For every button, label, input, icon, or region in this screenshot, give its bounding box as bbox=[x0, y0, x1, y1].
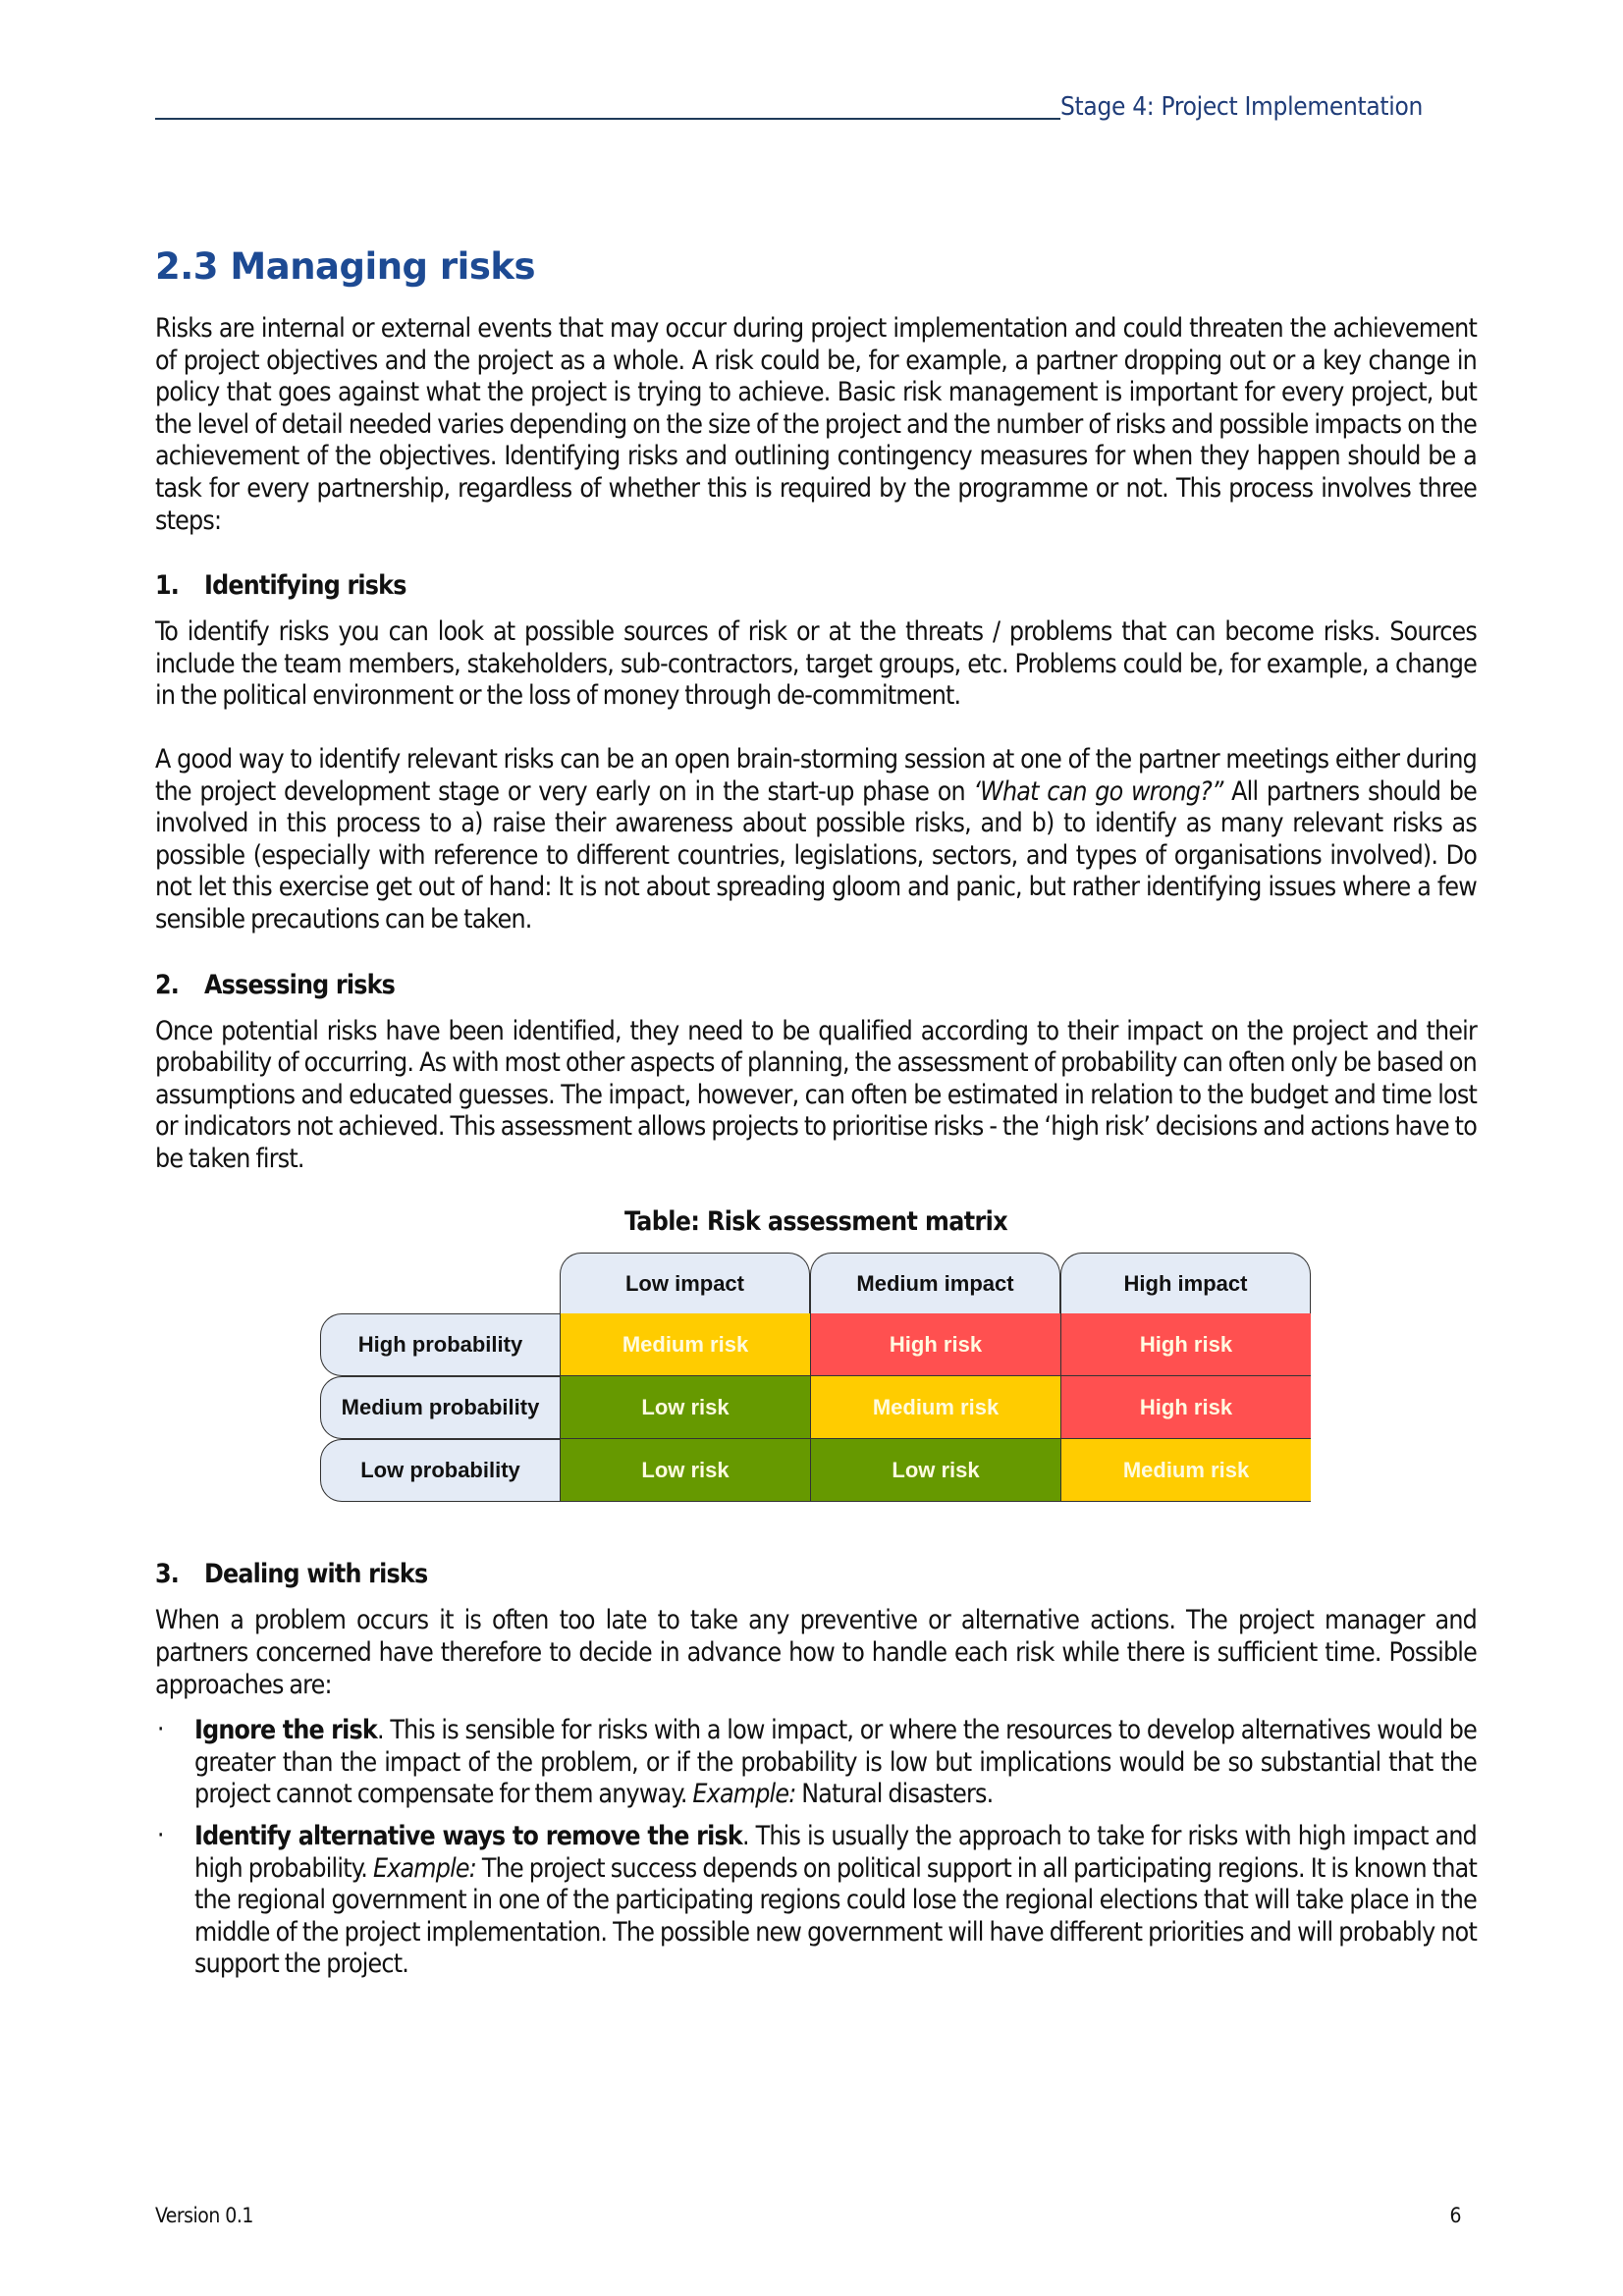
header-title: Stage 4: Project Implementation bbox=[1060, 92, 1424, 122]
list-item: · Ignore the risk. This is sensible for risks with a low impact, or where the resources to develop alternatives would be greater than the impact of the problem, or if the probability is low but implications would be so substantial that the project cannot compensate for them anyway. Example: Natural disasters. bbox=[157, 1715, 1477, 1810]
section-title: 2.3 Managing risks bbox=[155, 245, 535, 288]
column-header-low-impact: Low impact bbox=[560, 1253, 810, 1313]
step1-paragraph-2: A good way to identify relevant risks can be an open brain-storming session at one of the partner meetings either during the project development stage or very early on in the start-up phase on ‘What can go wrong?” All partners should be involved in this process to a) raise their awareness about possible risks, and b) to identify as many relevant risks as possible (especially with reference to different countries, legislations, sectors, and types of organisations involved). Do not let this exercise get out of hand: It is not about spreading gloom and panic, but rather identifying issues where a few sensible precautions can be taken. bbox=[155, 743, 1477, 934]
page-content bbox=[155, 245, 1477, 1991]
step-heading-1: 1. Identifying risks bbox=[155, 570, 406, 602]
header-rule bbox=[155, 118, 1060, 120]
matrix-cell: Low risk bbox=[560, 1439, 810, 1502]
step2-paragraph: Once potential risks have been identified, they need to be qualified according to their impact on the project and their probability of occurring. As with most other aspects of planning, the assessment of probability can often only be based on assumptions and educated guesses. The impact, however, can often be estimated in relation to the budget and time lost or indicators not achieved. This assessment allows projects to prioritise risks - the ‘high risk’ decisions and actions have to be taken first. bbox=[155, 1015, 1477, 1174]
version-label: Version 0.1 bbox=[155, 2204, 253, 2227]
step-heading-3: 3. Dealing with risks bbox=[155, 1559, 428, 1590]
column-header-high-impact: High impact bbox=[1060, 1253, 1311, 1313]
step-heading-2: 2. Assessing risks bbox=[155, 969, 396, 1000]
column-header-medium-impact: Medium impact bbox=[810, 1253, 1060, 1313]
row-header-low-probability: Low probability bbox=[320, 1439, 560, 1502]
page-footer bbox=[155, 2204, 1461, 2227]
matrix-cell: Medium risk bbox=[560, 1313, 810, 1376]
row-header-medium-probability: Medium probability bbox=[320, 1376, 560, 1439]
approaches-list bbox=[155, 1715, 1477, 1981]
intro-paragraph: Risks are internal or external events that may occur during project implementation and could threaten the achievement of project objectives and the project as a whole. A risk could be, for example, a partner dropping out or a key change in policy that goes against what the project is trying to achieve. Basic risk management is important for every project, but the level of detail needed varies depending on the size of the project and the number of risks and possible impacts on the achievement of the objectives. Identifying risks and outlining contingency measures for when they happen should be a task for every partnership, regardless of whether this is required by the programme or not. This process involves three steps: bbox=[155, 313, 1477, 536]
matrix-cell: High risk bbox=[1060, 1313, 1311, 1376]
matrix-cell: Medium risk bbox=[810, 1376, 1060, 1439]
risk-matrix-table bbox=[320, 1253, 1314, 1508]
matrix-cell: Low risk bbox=[560, 1376, 810, 1439]
step1-paragraph: To identify risks you can look at possible sources of risk or at the threats / problems that can become risks. Sources include the team members, stakeholders, sub-contractors, target groups, etc. Problems could be, for example, a change in the political environment or the loss of money through de-commitment. bbox=[155, 616, 1477, 712]
bullet-icon: · bbox=[157, 1821, 165, 1851]
step3-paragraph: When a problem occurs it is often too late to take any preventive or alternative actions. The project manager and partners concerned have therefore to decide in advance how to handle each risk while there is sufficient time. Possible approaches are: bbox=[155, 1605, 1477, 1700]
list-item: · Identify alternative ways to remove the risk. This is usually the approach to take for risks with high impact and high probability. Example: The project success depends on political support in all participating regions. It is known that the regional government in one of the participating regions could lose the regional elections that will take place in the middle of the project implementation. The possible new government will have different priorities and will probably not support the project. bbox=[157, 1821, 1477, 1980]
page-number: 6 bbox=[1449, 2204, 1461, 2227]
matrix-cell: High risk bbox=[1060, 1376, 1311, 1439]
matrix-cell: High risk bbox=[810, 1313, 1060, 1376]
bullet-icon: · bbox=[157, 1715, 165, 1745]
matrix-cell: Low risk bbox=[810, 1439, 1060, 1502]
table-title: Table: Risk assessment matrix bbox=[624, 1206, 1007, 1238]
page-header bbox=[155, 90, 1469, 122]
row-header-high-probability: High probability bbox=[320, 1313, 560, 1376]
matrix-cell: Medium risk bbox=[1060, 1439, 1311, 1502]
